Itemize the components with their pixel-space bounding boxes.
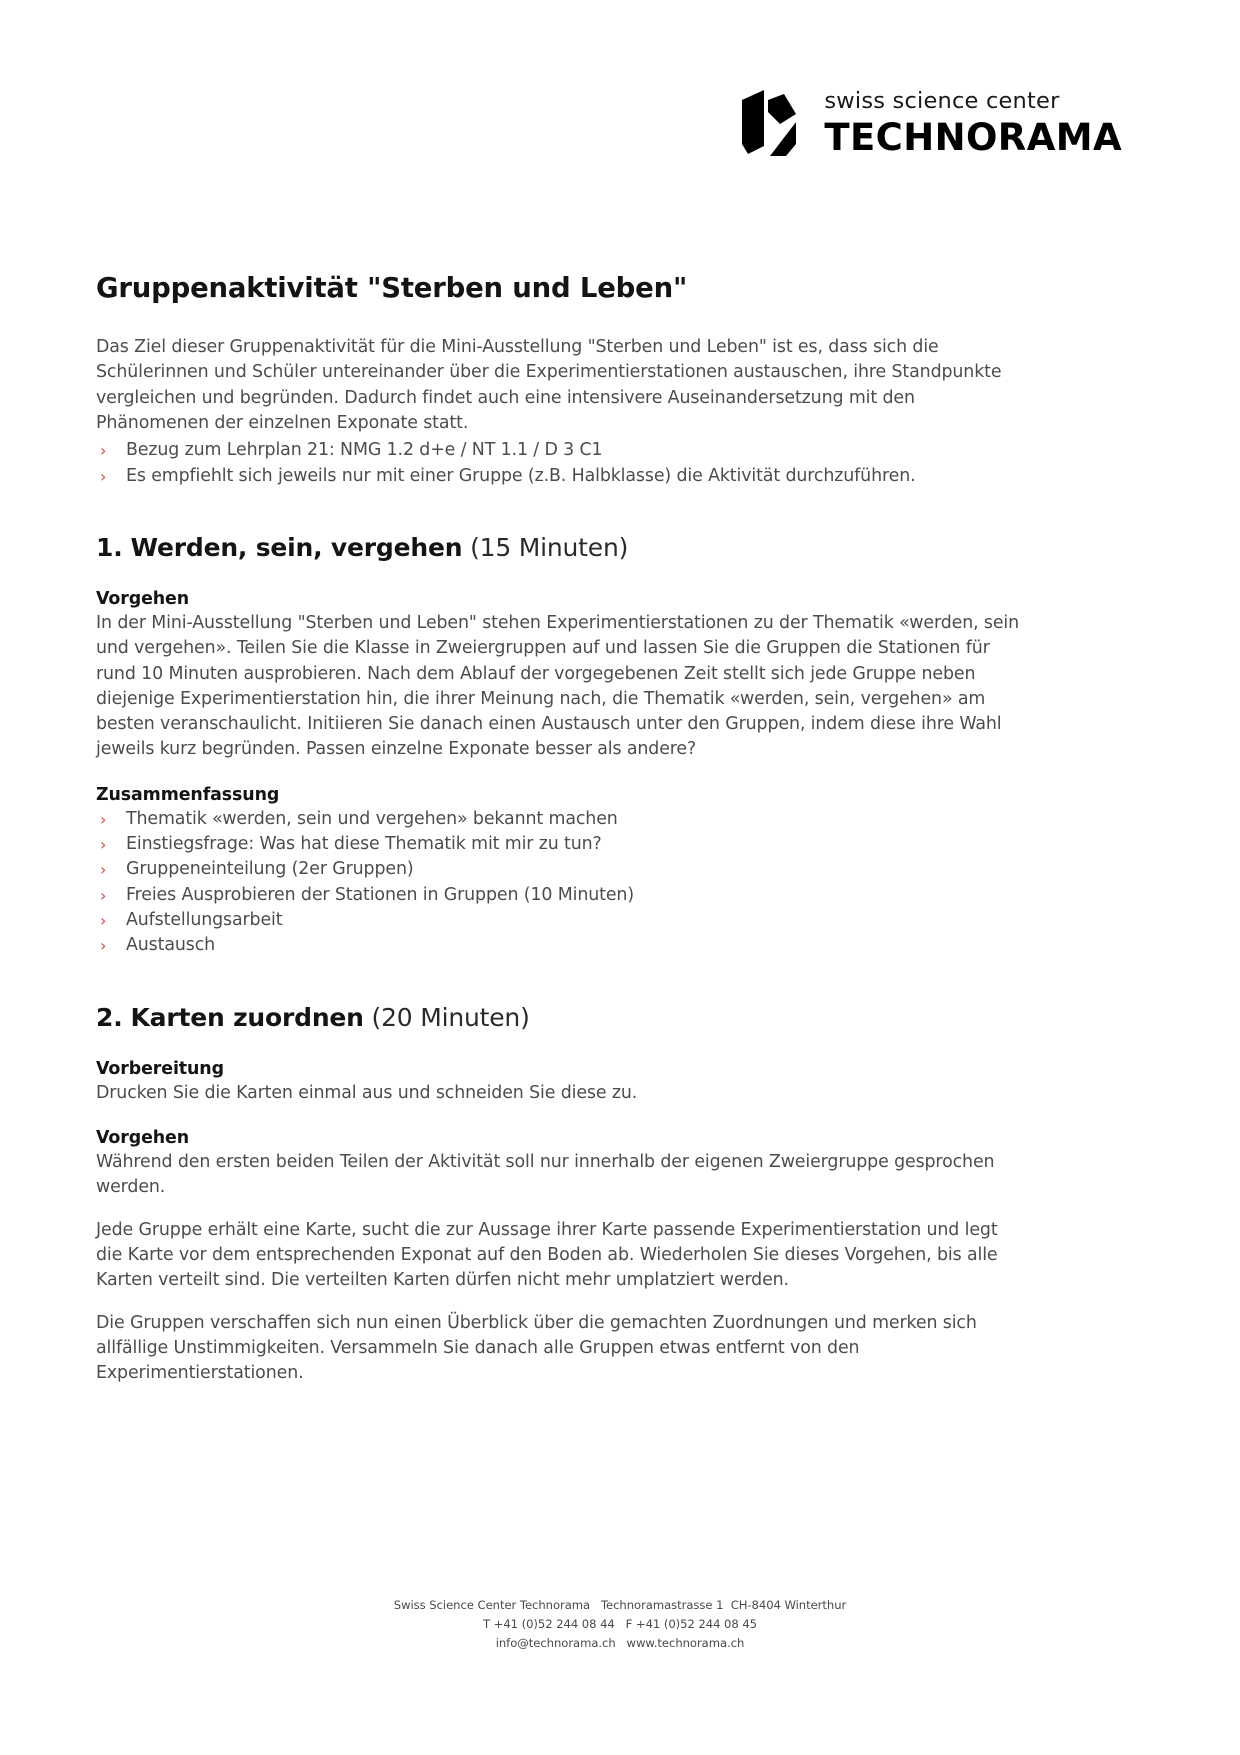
subheading: Vorgehen [96,1127,190,1148]
section-heading-1 [96,533,1020,563]
page-footer [0,1596,1240,1652]
list-item-label: Aufstellungsarbeit [126,910,283,930]
section-duration: (15 Minuten) [470,532,629,562]
footer-contact-line: info@technorama.ch www.technorama.ch [495,1635,745,1650]
bullet-arrow-icon: › [100,466,107,486]
list-item-label: Bezug zum Lehrplan 21: NMG 1.2 d+e / NT 1.1 / D 3 C1 [126,440,603,461]
section-title: Karten zuordnen [130,1002,364,1032]
section-number: 1. [96,532,123,562]
page-header [734,86,1122,160]
document-body [96,272,1020,1386]
list-item-label: Es empfiehlt sich jeweils nur mit einer Gruppe (z.B. Halbklasse) die Aktivität durchzuführen. [126,465,916,486]
intro-bullet-list [96,438,1020,489]
list-item [96,908,1020,933]
section-heading-2 [96,1003,1020,1033]
section-2-block-vorgehen [96,1128,1020,1387]
list-item [96,857,1020,882]
bullet-arrow-icon: › [100,835,107,855]
bullet-arrow-icon: › [100,441,107,461]
paragraph: Jede Gruppe erhält eine Karte, sucht die zur Aussage ihrer Karte passende Experimentierstation und legt die Karte vor dem entsprechenden Exponat auf den Boden ab. Wiederholen Sie dieses Vorgehen, bis alle Karten verteilt sind. Die verteilten Karten dürfen nicht mehr umplatziert werden. [96,1219,998,1291]
logo-brand-name: TECHNORAMA [824,115,1122,159]
section-1-block-zusammenfassung [96,785,1020,959]
intro-paragraph: Das Ziel dieser Gruppenaktivität für die Mini-Ausstellung "Sterben und Leben" ist es, dass sich die Schülerinnen und Schüler untereinander über die Experimentierstationen austauschen, ihre Standpunkte vergleichen und begründen. Dadurch findet auch eine intensivere Auseinandersetzung mit den Phänomenen der einzelnen Exponate statt. [96,337,1002,433]
logo-wordmark [824,88,1122,159]
bullet-arrow-icon: › [100,885,107,905]
paragraph: Während den ersten beiden Teilen der Aktivität soll nur innerhalb der eigenen Zweiergruppe gesprochen werden. [96,1151,995,1198]
footer-address-line: Swiss Science Center Technorama Technoramastrasse 1 CH-8404 Winterthur [393,1598,847,1612]
section-duration: (20 Minuten) [371,1002,530,1032]
list-item [96,883,1020,908]
technorama-logo-mark-icon [734,86,808,160]
list-item [96,832,1020,857]
section-1-block-vorgehen [96,589,1020,763]
page-title: Gruppenaktivität "Sterben und Leben" [96,272,688,304]
paragraph: Die Gruppen verschaffen sich nun einen Überblick über die gemachten Zuordnungen und merken sich allfällige Unstimmigkeiten. Versammeln Sie danach alle Gruppen etwas entfernt von den Experimentierstationen. [96,1312,977,1384]
list-item-label: Einstiegsfrage: Was hat diese Thematik mit mir zu tun? [126,834,602,855]
subheading: Vorgehen [96,588,190,609]
summary-bullet-list [96,807,1020,959]
list-item [96,438,1020,463]
bullet-arrow-icon: › [100,860,107,880]
list-item [96,933,1020,958]
section-2-block-vorbereitung [96,1059,1020,1106]
bullet-arrow-icon: › [100,809,107,829]
list-item [96,464,1020,489]
footer-phone-line: T +41 (0)52 244 08 44 F +41 (0)52 244 08 45 [483,1616,757,1631]
subheading: Zusammenfassung [96,784,280,805]
bullet-arrow-icon: › [100,911,107,930]
list-item-label: Freies Ausprobieren der Stationen in Gruppen (10 Minuten) [126,884,634,905]
section-number: 2. [96,1002,123,1032]
list-item-label: Austausch [126,935,216,956]
section-title: Werden, sein, vergehen [130,532,463,562]
logo-tagline: swiss science center [824,88,1060,115]
subheading: Vorbereitung [96,1058,224,1079]
list-item-label: Thematik «werden, sein und vergehen» bekannt machen [126,808,618,829]
paragraph: In der Mini-Ausstellung "Sterben und Leben" stehen Experimentierstationen zu der Thematik «werden, sein und vergehen». Teilen Sie die Klasse in Zweiergruppen auf und lassen Sie die Gruppen die Stationen für rund 10 Minuten ausprobieren. Nach dem Ablauf der vorgegebenen Zeit stellt sich jede Gruppe neben diejenige Experimentierstation hin, die ihrer Meinung nach, die Thematik «werden, sein, vergehen» am besten veranschaulicht. Initiieren Sie danach einen Austausch unter den Gruppen, indem diese ihre Wahl jeweils kurz begründen. Passen einzelne Exponate besser als andere? [96,612,1020,760]
list-item [96,807,1020,832]
bullet-arrow-icon: › [100,936,107,956]
list-item-label: Gruppeneinteilung (2er Gruppen) [126,859,414,880]
paragraph: Drucken Sie die Karten einmal aus und schneiden Sie diese zu. [96,1082,638,1103]
